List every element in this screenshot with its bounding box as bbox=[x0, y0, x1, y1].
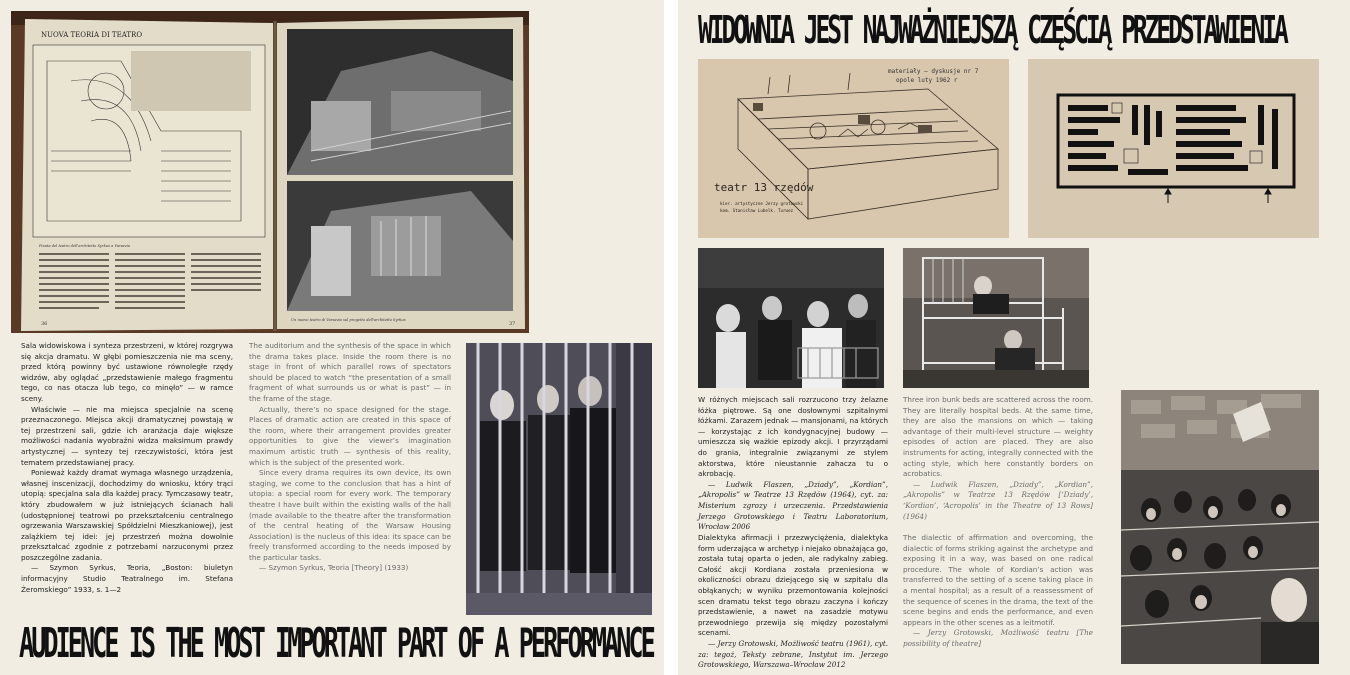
left-polish-text bbox=[21, 341, 233, 595]
floor-plan-photo bbox=[1028, 59, 1319, 238]
paragraph: W różnych miejscach sali rozrzucono trzy żelazne łóżka piętrowe. Są one dosłownymi szpitalnymi łóżkami. Zarazem jednak — mansjonami, na których — korzystając z ich kondygnacyjnej budowy — umieszcza się ważkie epizody akcji. I przyrządami do grania, integralnie związanymi ze stylem aktorstwa, które nieustannie zahacza tu o akrobację. bbox=[698, 395, 888, 479]
citation: — Szymon Syrkus, Teoria, „Boston: biuletyn informacyjny Studio Teatralnego im. Stefana Żeromskiego” 1933, s. 1—2 bbox=[21, 563, 233, 594]
left-english-text bbox=[249, 341, 451, 574]
right-page bbox=[678, 0, 1350, 675]
paragraph: Dialektyka afirmacji i przezwyciężenia, dialektyka form uderzająca w archetyp i niejako obnażająca go, została tutaj oparta o jeden, ale radykalny zabieg. Całość akcji Kordiana została przeniesiona w okoliczności obrazu dziejącego się w szpitalu dla obłąkanych; w wyniku przemontowania kolejności scen dramatu tekst tego obrazu zaczyna i kończy przedstawienie, a nawet na zasadzie motywu przewodniego przewija się między pozostałymi scenami. bbox=[698, 533, 888, 638]
sketch-header-line2: opole luty 1962 r bbox=[896, 77, 958, 84]
page-gutter bbox=[664, 0, 678, 675]
right-top-polish-text bbox=[698, 395, 888, 533]
book-title-text: NUOVA TEORIA DI TEATRO bbox=[41, 31, 143, 39]
paragraph: Ponieważ każdy dramat wymaga własnego urządzenia, własnej inscenizacji, dochodzimy do wniosku, który trąci utopią: specjalna sala dla każdej pracy. Tymczasowy teatr, który zbudowałem w już istniejących ścianach hali (udostępnionej teatrowi po przekształceniu centralnego ogrzewania Warszawskiej Spółdzielni Mieszkaniowej), jest zalążkiem tej idei: jej przestrzeń można dowolnie przekształcać zgodnie z potrzebami narzuconymi przez poszczególne zadania. bbox=[21, 468, 233, 562]
paragraph: Three iron bunk beds are scattered across the room. They are literally hospital beds. At the same time, they are also the mansions on which — taking advantage of their multi-level structure — weighty episodes of action are placed. They are also instruments for acting, integrally connected with the acting style, which here constantly borders on acrobatics. bbox=[903, 395, 1093, 479]
citation: — Jerzy Grotowski, Możliwość teatru [The possibility of theatre] bbox=[903, 628, 1093, 648]
right-bottom-polish-text bbox=[698, 533, 888, 671]
sketch-sub1: kier. artystyczne Jerzy grotowski bbox=[720, 201, 804, 206]
actors-bars-photo bbox=[466, 343, 652, 615]
left-headline: AUDIENCE IS THE MOST IMPORTANT PART OF A PERFORMANCE bbox=[19, 620, 653, 668]
book-scan-photo bbox=[11, 11, 529, 333]
book-page-number-right: 37 bbox=[509, 321, 516, 327]
bunk-beds-photo bbox=[903, 248, 1089, 388]
right-bottom-english-text bbox=[903, 533, 1093, 650]
paragraph: Since every drama requires its own device, its own staging, we come to the conclusion that has a hint of utopia: a special room for every work. The temporary theatre I have built within the existing walls of the hall (made available to the theatre after the transformation of the central heating of the Warsaw Housing Association) is the nucleus of this idea: its space can be freely transformed according to the needs imposed by the particular tasks. bbox=[249, 468, 451, 562]
book-caption-right: Un nuovo teatro di Varsavia sul progetto dell'architetto Syrkus bbox=[291, 318, 406, 322]
citation: — Ludwik Flaszen, „Dziady”, „Kordian”, „Akropolis” w Teatrze 13 Rzędów [‘Dziady’, ‘Kordian’, ‘Acropolis’ in the Theatre of 13 Rows] (1964) bbox=[903, 479, 1093, 521]
paragraph: Actually, there’s no space designed for the stage. Places of dramatic action are created in this space of the room, where their arrangement provides greater opportunities to give the viewer’s imagination maximum artistic truth — synthesis of this reality, which is the subject of the presented work. bbox=[249, 404, 451, 467]
book-page-number-left: 36 bbox=[41, 321, 48, 327]
audience-photo bbox=[1121, 390, 1319, 664]
citation: — Jerzy Grotowski, Możliwość teatru (1961), cyt. za: tegoż, Teksty zebrane, Instytut im. Jerzego Grotowskiego, Warszawa–Wrocław 2012 bbox=[698, 638, 888, 670]
sketch-sub2: kom. Stanisław Lubelk. Turwez bbox=[720, 208, 794, 213]
paragraph: Sala widowiskowa i synteza przestrzeni, w której rozgrywa się akcja dramatu. W głębi pomieszczenia nie ma sceny, przed którą powinny być ustawione równoległe rzędy widzów, aby oglądać „przedstawienie małego fragmentu tego, co nas otacza lub tego, co minęło” — w ramce sceny. bbox=[21, 341, 233, 403]
sketch-title: teatr 13 rzędów bbox=[714, 181, 814, 194]
sketch-header-line1: materiały — dyskusje nr 7 bbox=[888, 68, 979, 75]
citation: — Szymon Syrkus, Teoria [Theory] (1933) bbox=[259, 563, 409, 573]
theatre-sketch-photo bbox=[698, 59, 1009, 238]
right-top-english-text bbox=[903, 395, 1093, 522]
paragraph: The dialectic of affirmation and overcoming, the dialectic of forms striking against the archetype and exposing it in a way, was based on one radical procedure. The whole of Kordian’s action was transferred to the setting of a scene taking place in a mental hospital; as a result of a reassessment of the sequence of scenes in the drama, the text of the scene begins and ends the performance, and even appears in the other scenes as a leitmotif. bbox=[903, 533, 1093, 627]
hospital-scene-photo bbox=[698, 248, 884, 388]
left-page bbox=[0, 0, 664, 675]
paragraph: The auditorium and the synthesis of the space in which the drama takes place. Inside the room there is no stage in front of which parallel rows of spectators should be placed to watch “the presentation of a small fragment of what surrounds us or what is past” — in the frame of the stage. bbox=[249, 341, 451, 403]
paragraph: Właściwie — nie ma miejsca specjalnie na scenę przeznaczonego. Miejsca akcji dramatycznej powstają w tej przestrzeni sali, gdzie ich aranżacja daje większe możliwości nadania wyobraźni widza maksimum prawdy artystycznej — syntezy tej rzeczywistości, która jest tematem przedstawianej pracy. bbox=[21, 404, 233, 467]
citation: — Ludwik Flaszen, „Dziady”, „Kordian”, „Akropolis” w Teatrze 13 Rzędów (1964), cyt. za: Misterium zgrozy i urzeczenia. Przedstawienia Jerzego Grotowskiego i Teatru Laboratorium, Wrocław 2006 bbox=[698, 479, 888, 532]
right-headline: WIDOWNIA JEST NAJWAŻNIEJSZĄ CZĘŚCIĄ PRZEDSTAWIENIA bbox=[698, 7, 1286, 53]
book-caption-left: Pianta del teatro dell'architetto Syrkus a Varsavia bbox=[39, 244, 130, 248]
